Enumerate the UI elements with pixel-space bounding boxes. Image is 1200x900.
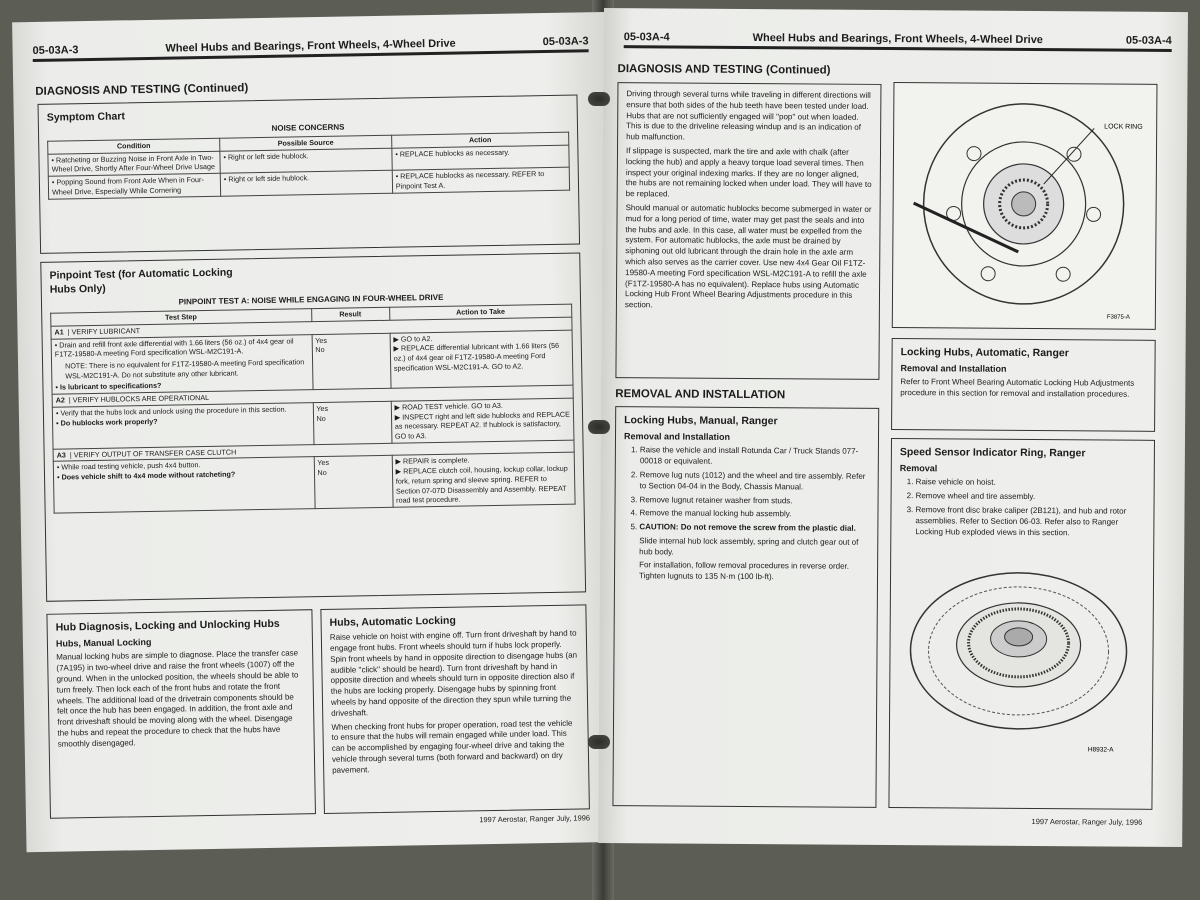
binder-ring bbox=[588, 735, 610, 749]
hub-automatic-title: Hubs, Automatic Locking bbox=[329, 614, 456, 629]
left-footer: 1997 Aerostar, Ranger July, 1996 bbox=[479, 813, 591, 825]
hub-diagnosis-text: Manual locking hubs are simple to diagnose. Place the transfer case (7A195) in two-wheel drive and raise the front wheels (1007) off the ground. When in the unlocked position, the wheels should be able to turn freely. Then lock each of the front hubs and rotate the front wheels. The additional load of the drivetrain components should be felt once the hub has been engaged. In addition, the front axle and front driveshaft should be moving along with the wheel. Disengage the hubs and repeat the procedure to check that the hubs have smoothly disengaged. bbox=[56, 648, 299, 749]
automatic-locking-hubs-box bbox=[891, 338, 1156, 432]
lock-ring-label: LOCK RING bbox=[1104, 123, 1143, 131]
symptom-chart-title: Symptom Chart bbox=[46, 110, 126, 124]
intro-box bbox=[615, 82, 881, 380]
right-section-title: DIAGNOSIS AND TESTING (Continued) bbox=[617, 63, 831, 77]
indicator-ring-illustration bbox=[898, 554, 1145, 756]
pinpoint-title: Pinpoint Test (for Automatic Locking Hubs Only) bbox=[49, 266, 233, 296]
right-page-number-right: 05-03A-4 bbox=[1125, 34, 1172, 47]
symptom-cell: • Ratcheting or Buzzing Noise in Front Axle in Two-Wheel Drive, Shortly After Four-Wheel Drive Usage bbox=[48, 151, 220, 176]
speed-sensor-subtitle: Removal bbox=[899, 463, 938, 474]
symptom-cell: • Right or left side hublock. bbox=[220, 170, 392, 195]
figure-id: F3875-A bbox=[1106, 314, 1130, 321]
lock-ring-figure bbox=[892, 82, 1158, 330]
symptom-cell: • REPLACE hublocks as necessary. REFER to Pinpoint Test A. bbox=[392, 167, 570, 193]
table-row: • While road testing vehicle, push 4x4 button. • Does vehicle shift to 4x4 mode without ratcheting? Yes No ▶ REPAIR is complete. ▶ REPLACE clutch coil, housing, lockup collar, lockup fork, return spring and sleeve spring. REFER to Section 07-07D Disassembly and Assembly. REPEAT road test procedure. bbox=[53, 453, 575, 514]
list-item: 3. Remove lugnut retainer washer from studs. bbox=[640, 495, 870, 507]
symptom-chart-box bbox=[38, 94, 581, 253]
left-page-number: 05-03A-3 bbox=[32, 44, 79, 57]
right-footer: 1997 Aerostar, Ranger July, 1996 bbox=[1031, 817, 1143, 827]
left-running-title: Wheel Hubs and Bearings, Front Wheels, 4-Wheel Drive bbox=[165, 37, 456, 55]
pinpoint-caption: PINPOINT TEST A: NOISE WHILE ENGAGING IN FOUR-WHEEL DRIVE bbox=[178, 293, 444, 307]
left-section-title: DIAGNOSIS AND TESTING (Continued) bbox=[35, 82, 249, 98]
list-item: 5. CAUTION: Do not remove the screw from the plastic dial. Slide internal hub lock assembly, spring and clutch gear out of hub body. For installation, follow removal procedures in reverse order. Tighten lugnuts to 135 N·m (100 lb-ft). bbox=[639, 522, 869, 584]
symptom-header-action: Action bbox=[391, 132, 568, 148]
binder-ring bbox=[588, 92, 610, 106]
speed-sensor-title: Speed Sensor Indicator Ring, Ranger bbox=[899, 446, 1086, 460]
table-row: A1 | VERIFY LUBRICANT bbox=[51, 317, 572, 339]
intro-paragraph: If slippage is suspected, mark the tire and axle with chalk (after locking the hub) and apply a heavy torque load several times. Then inspect your original indexing marks. If they are no longer aligned, the hubs are not remaining locked when under load. They will have to be replaced. bbox=[625, 146, 872, 199]
pinpoint-header-step: Test Step bbox=[51, 309, 312, 326]
right-page bbox=[598, 8, 1188, 847]
list-item: 4. Remove the manual locking hub assembly. bbox=[639, 509, 869, 521]
hub-diagnosis-subtitle: Hubs, Manual Locking bbox=[55, 637, 152, 649]
symptom-table bbox=[47, 132, 570, 200]
symptom-cell: • Right or left side hublock. bbox=[220, 148, 392, 173]
intro-paragraph: Should manual or automatic hublocks become submerged in water or mud for a long period of time, water may get past the seals and into the hubs and axle. In this case, all water must be expelled from the system. For automatic hublocks, the axle must be drained by siphoning out old lubricant through the drain hole in the axle arm which also serves as the carrier cover. Use new 4x4 Gear Oil F1TZ-19580-A meeting Ford specification WSL-M2C191-A to refill the axle (F1TZ-19580-A has no equivalent). Replace hubs using Automatic Locking Hub Front Wheel Bearing Adjustments procedure in this section. bbox=[624, 203, 872, 310]
symptom-cell: • REPLACE hublocks as necessary. bbox=[392, 145, 570, 171]
hub-automatic-box bbox=[320, 604, 590, 814]
manual-locking-steps bbox=[623, 445, 870, 583]
manual-locking-subtitle: Removal and Installation bbox=[623, 431, 731, 443]
left-page bbox=[12, 12, 618, 852]
symptom-chart-caption: NOISE CONCERNS bbox=[271, 122, 345, 133]
intro-paragraph: Driving through several turns while traveling in different directions will ensure that both sides of the hub teeth have been tested under load. Hubs that are not sufficiently engaged will ''pop'' out when loaded. This is due to the driveline releasing windup and is an indication of hub malfunction. bbox=[626, 89, 871, 142]
manual-locking-title: Locking Hubs, Manual, Ranger bbox=[624, 414, 778, 428]
figure-id: H8932-A bbox=[1087, 746, 1114, 754]
hub-automatic-p1: Raise vehicle on hoist with engine off. Turn front driveshaft by hand to engage front hubs. Front wheels should turn if hubs lock properly. Spin front wheels by hand in opposite direction to disengage hubs (an audible ''click'' should be heard). Turn front driveshaft by hand in opposite direction and wheels should turn in opposite direction also if the hubs are locking properly. Disengage hubs by spinning front wheels by hand opposite of the direction they spun while turning the driveshaft. bbox=[329, 628, 578, 718]
hub-diagnosis-box bbox=[46, 609, 316, 819]
hub-automatic-p2: When checking front hubs for proper operation, road test the vehicle to ensure that the hubs will remain engaged while under load. This can be accomplished by engaging four-wheel drive and taking the vehicle through several turns (both forward and backward) on dry pavement. bbox=[331, 718, 573, 775]
list-item: 1. Raise vehicle on hoist. bbox=[916, 478, 1146, 490]
manual-locking-hubs-box bbox=[612, 406, 879, 808]
removal-section-title: REMOVAL AND INSTALLATION bbox=[615, 388, 786, 402]
table-row: • Drain and refill front axle differential with 1.66 liters (56 oz.) of 4x4 gear oil F1TZ-19580-A meeting Ford specification WSL-M2C191-A. NOTE: There is no equivalent for F1TZ-19580-A meeting Ford specification WSL-M2C191-A. Do not substitute any other lubricant. • Is lubricant to specifications? Yes No ▶ GO to A2. ▶ REPLACE differential lubricant with 1.66 liters (56 oz.) of 4x4 gear oil F1TZ-19580-A meeting Ford specification WSL-M2C191-A. GO to A2. bbox=[51, 330, 573, 395]
list-item: 2. Remove wheel and tire assembly. bbox=[916, 491, 1146, 503]
symptom-header-source: Possible Source bbox=[220, 135, 392, 151]
auto-ranger-title: Locking Hubs, Automatic, Ranger bbox=[900, 346, 1069, 360]
symptom-header-condition: Condition bbox=[48, 138, 220, 154]
right-running-title: Wheel Hubs and Bearings, Front Wheels, 4-Wheel Drive bbox=[752, 32, 1044, 47]
hub-diagnosis-title: Hub Diagnosis, Locking and Unlocking Hubs bbox=[55, 617, 280, 634]
table-row: A2 | VERIFY HUBLOCKS ARE OPERATIONAL bbox=[52, 385, 573, 407]
list-item: 2. Remove lug nuts (1012) and the wheel and tire assembly. Refer to Section 04-04 in the Body, Chassis Manual. bbox=[640, 470, 870, 493]
auto-ranger-subtitle: Removal and Installation bbox=[900, 363, 1007, 374]
auto-ranger-text: Refer to Front Wheel Bearing Automatic Locking Hub Adjustments procedure in this section for removal and installation procedures. bbox=[900, 377, 1135, 399]
hub-illustration bbox=[893, 83, 1157, 329]
pinpoint-header-action: Action to Take bbox=[389, 304, 572, 320]
pinpoint-header-result: Result bbox=[311, 307, 389, 321]
right-page-number: 05-03A-4 bbox=[623, 31, 670, 44]
left-page-header bbox=[32, 30, 588, 62]
list-item: 1. Raise the vehicle and install Rotunda Car / Truck Stands 077-00018 or equivalent. bbox=[640, 446, 870, 469]
table-row: • Verify that the hubs lock and unlock using the procedure in this section. • Do hublocks work properly? Yes No ▶ ROAD TEST vehicle. GO to A3. ▶ INSPECT right and left side hublocks and REPLACE as necessary. REPEAT A2. If hublock is satisfactory, GO to A3. bbox=[52, 398, 574, 449]
speed-sensor-steps bbox=[899, 477, 1145, 539]
list-item: 3. Remove front disc brake caliper (2B121), and hub and rotor assemblies. Refer to Section 06-03. Refer also to Ranger Locking Hub exploded views in this section. bbox=[915, 505, 1145, 539]
symptom-cell: • Popping Sound from Front Axle When in Four-Wheel Drive, Especially While Cornering bbox=[48, 173, 220, 198]
pinpoint-table bbox=[50, 304, 575, 514]
table-row: A3 | VERIFY OUTPUT OF TRANSFER CASE CLUTCH bbox=[53, 440, 574, 462]
speed-sensor-box bbox=[888, 438, 1155, 810]
right-page-header bbox=[624, 26, 1172, 52]
binder-ring bbox=[588, 420, 610, 434]
left-page-number-right: 05-03A-3 bbox=[542, 35, 589, 49]
pinpoint-test-box bbox=[40, 252, 586, 601]
